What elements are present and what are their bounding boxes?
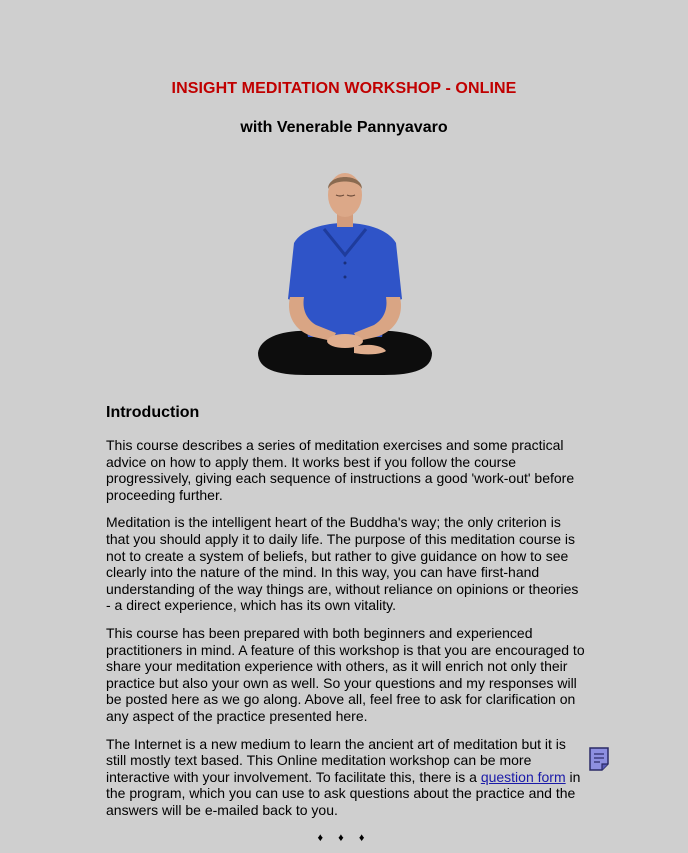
paragraph-4-text-before: The Internet is a new medium to learn the ancient art of meditation but it is still mostly text based. This Online meditation workshop can be more interactive with your involvement. To facilitate this, there is a bbox=[106, 735, 566, 785]
page-title: INSIGHT MEDITATION WORKSHOP - ONLINE bbox=[171, 80, 517, 97]
question-form-link[interactable]: question form bbox=[480, 768, 566, 785]
meditating-monk-photo bbox=[254, 165, 436, 380]
page-subtitle: with Venerable Pannyavaro bbox=[240, 119, 448, 136]
section-divider: ♦ ♦ ♦ bbox=[317, 832, 371, 844]
introduction-section bbox=[106, 403, 586, 829]
intro-paragraph-3: This course has been prepared with both beginners and experienced practitioners in mind. A feature of this workshop is that you are encouraged to share your meditation experience with others, as it will enrich not only their practice but also your own as well. So your questions and my responses will be posted here as we go along. Above all, feel free to ask for clarification on any aspect of the practice presented here. bbox=[106, 624, 585, 724]
paragraph-4-text-after: in the program, which you can use to ask questions about the practice and the answers will be e-mailed back to you. bbox=[106, 768, 581, 818]
intro-paragraph-1: This course describes a series of meditation exercises and some practical advice on how to apply them. It works best if you follow the course progressively, giving each sequence of instructions a good 'work-out' before proceeding further. bbox=[106, 437, 575, 503]
intro-paragraph-2: Meditation is the intelligent heart of the Buddha's way; the only criterion is that you should apply it to daily life. The purpose of this meditation course is not to create a system of beliefs, but rather to give guidance on how to see clearly into the nature of the mind. In this way, you can have first-hand understanding of the way things are, without reliance on opinions or theories - a direct experience, which has its own vitality. bbox=[106, 514, 579, 614]
section-heading: Introduction bbox=[106, 404, 200, 421]
note-icon[interactable] bbox=[588, 746, 612, 772]
intro-paragraph-4 bbox=[106, 736, 586, 819]
